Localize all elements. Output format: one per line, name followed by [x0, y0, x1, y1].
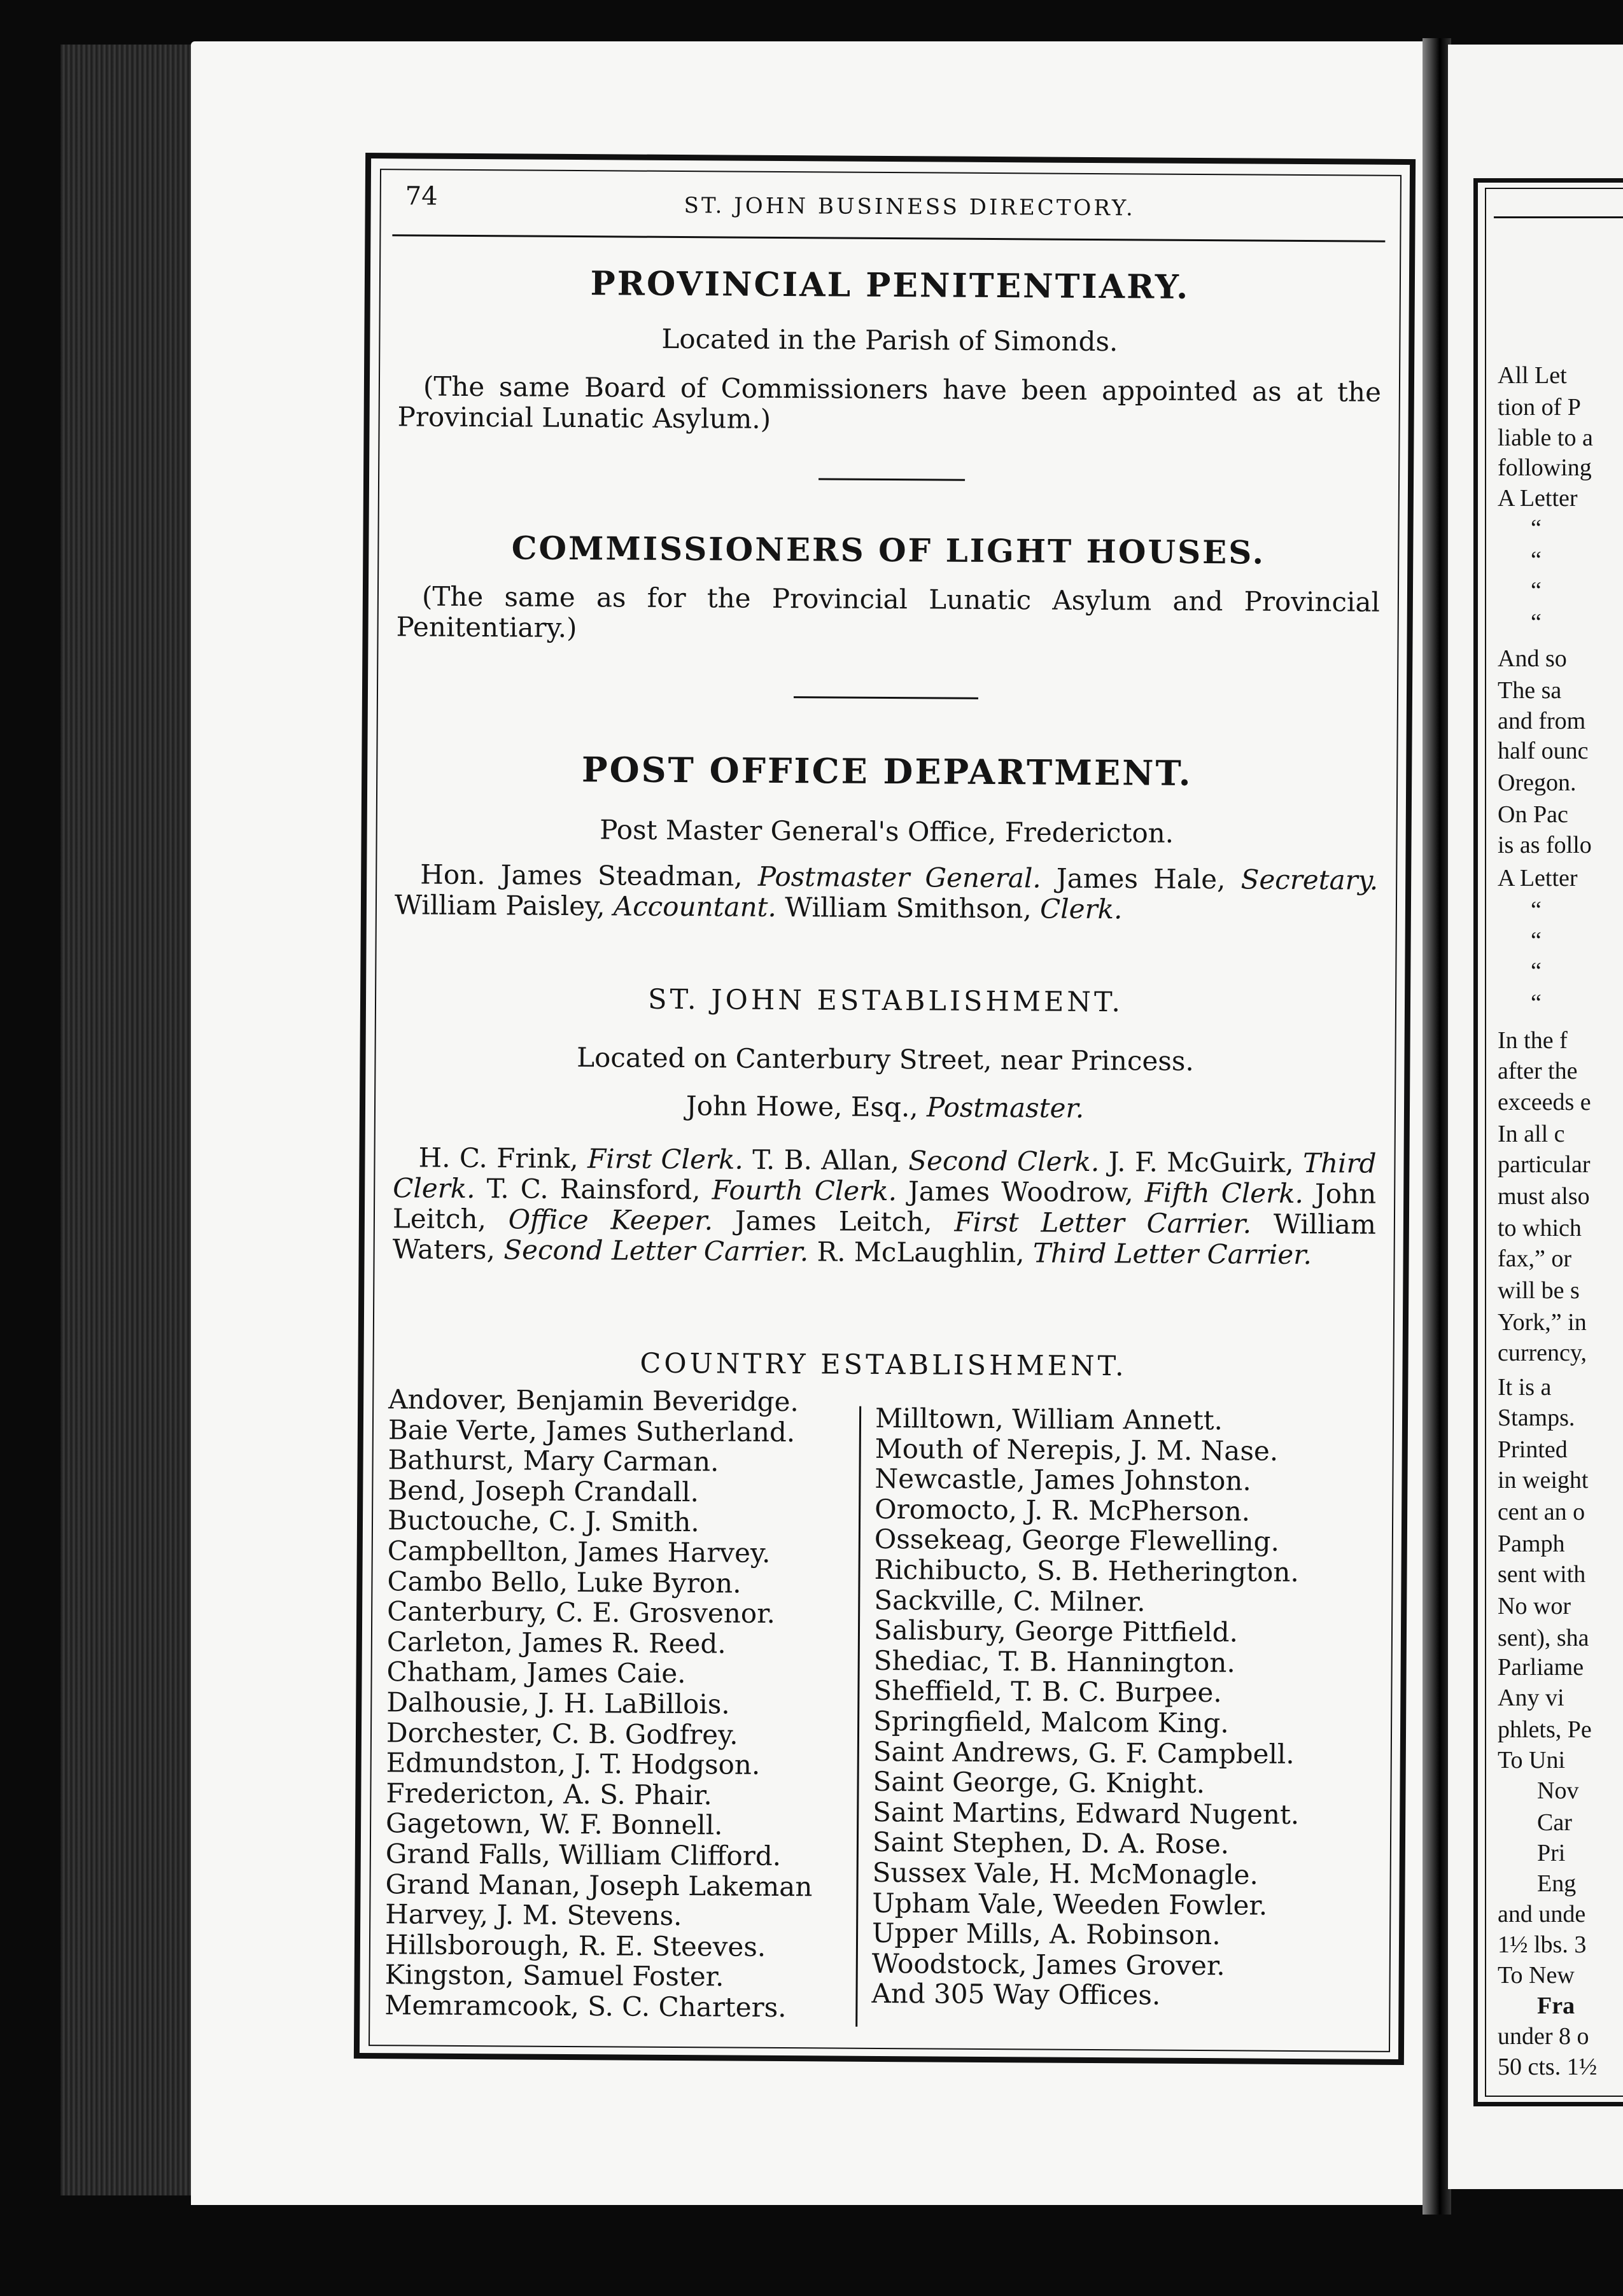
staff-name: John Leitch,	[392, 1178, 1377, 1235]
penitentiary-location: Located in the Parish of Simonds.	[661, 323, 1118, 358]
country-office-entry: Saint Stephen, D. A. Rose.	[872, 1826, 1230, 1860]
country-office-entry: Dorchester, C. B. Godfrey.	[386, 1716, 738, 1751]
facing-page-fragment: Pamph	[1498, 1530, 1565, 1557]
staff-name: J. F. McGuirk,	[1099, 1146, 1303, 1179]
country-office-entry: Cambo Bello, Luke Byron.	[387, 1565, 741, 1599]
country-office-entry: Memramcook, S. C. Charters.	[384, 1989, 787, 2023]
facing-page-fragment: “	[1531, 958, 1542, 984]
facing-page-fragment: “	[1531, 609, 1542, 636]
country-office-entry: Andover, Benjamin Beveridge.	[388, 1383, 799, 1418]
country-office-entry: Newcastle, James Johnston.	[875, 1463, 1251, 1497]
facing-page-fragment: Stamps.	[1498, 1404, 1575, 1431]
staff-title: Third Clerk.	[393, 1147, 1377, 1205]
st-john-location: Located on Canterbury Street, near Princess.	[577, 1042, 1194, 1077]
section-separator	[819, 478, 965, 480]
staff-name: T. B. Allan,	[743, 1144, 909, 1177]
country-office-entry: Dalhousie, J. H. LaBillois.	[386, 1686, 730, 1720]
facing-page-fragment: “	[1531, 577, 1542, 604]
facing-page-fragment: under 8 o	[1498, 2023, 1589, 2050]
penitentiary-note: (The same Board of Commissioners have been appointed as at the Provincial Lunatic Asylum.)	[397, 370, 1382, 435]
facing-page-fragment: must also	[1498, 1183, 1590, 1210]
post-office-title: POST OFFICE DEPARTMENT.	[581, 749, 1193, 794]
staff-title: Second Clerk.	[908, 1145, 1100, 1178]
facing-page-fragment: To Uni	[1498, 1747, 1566, 1774]
country-office-entry: Grand Manan, Joseph Lakeman	[385, 1868, 813, 1902]
st-john-staff	[393, 1142, 1377, 1270]
country-office-entry: Edmundston, J. T. Hodgson.	[386, 1747, 761, 1781]
country-office-entry: Bathurst, Mary Carman.	[388, 1444, 719, 1478]
facing-page-fragment: “	[1531, 515, 1542, 542]
facing-page-fragment: cent an o	[1498, 1499, 1585, 1525]
facing-page-fragment: In the f	[1498, 1027, 1568, 1054]
facing-page-fragment: York,” in	[1498, 1309, 1587, 1336]
header-rule	[392, 234, 1385, 242]
post-office-staff	[395, 859, 1379, 926]
country-office-entry: Sackville, C. Milner.	[874, 1584, 1146, 1618]
country-title: COUNTRY ESTABLISHMENT.	[640, 1347, 1127, 1383]
staff-title: Accountant.	[613, 890, 776, 923]
country-office-entry: Gagetown, W. F. Bonnell.	[385, 1807, 723, 1841]
country-office-entry: Richibucto, S. B. Hetherington.	[874, 1553, 1299, 1588]
facing-page-fragment: will be s	[1498, 1277, 1580, 1304]
facing-page-fragment: A Letter	[1498, 865, 1578, 892]
country-office-entry: Campbellton, James Harvey.	[387, 1535, 771, 1569]
postmaster-name: John Howe, Esq.,	[685, 1090, 927, 1123]
country-list-right	[871, 1403, 1384, 2012]
facing-page-fragment: “	[1531, 990, 1542, 1016]
facing-page-fragment: and unde	[1498, 1901, 1586, 1928]
country-office-entry: Oromocto, J. R. McPherson.	[875, 1493, 1251, 1527]
lighthouses-title: COMMISSIONERS OF LIGHT HOUSES.	[511, 529, 1266, 571]
facing-page-fragment: after the	[1498, 1058, 1578, 1084]
lighthouses-note: (The same as for the Provincial Lunatic Asylum and Provincial Penitentiary.)	[396, 580, 1381, 644]
facing-page-fragment: A Letter	[1498, 485, 1578, 512]
country-office-entry: Sheffield, T. B. C. Burpee.	[873, 1675, 1222, 1709]
facing-page-fragment: following	[1498, 454, 1592, 481]
facing-page-fragment: half ounc	[1498, 738, 1589, 764]
facing-page-fragment: 50 cts. 1½	[1498, 2054, 1598, 2080]
staff-name: James Hale,	[1041, 862, 1241, 895]
book-edge	[60, 45, 200, 2195]
st-john-title: ST. JOHN ESTABLISHMENT.	[647, 983, 1124, 1019]
country-office-entry: Upper Mills, A. Robinson.	[871, 1917, 1221, 1951]
facing-page-fragment: It is a	[1498, 1374, 1552, 1401]
facing-page-fragment: No wor	[1498, 1593, 1571, 1620]
staff-name: William Smithson,	[776, 891, 1041, 925]
country-office-entry: Mouth of Nerepis, J. M. Nase.	[875, 1432, 1279, 1467]
staff-name: Hon. James Steadman,	[420, 858, 759, 892]
country-office-entry: Hillsborough, R. E. Steeves.	[384, 1928, 766, 1963]
country-office-entry: Carleton, James R. Reed.	[386, 1625, 726, 1660]
facing-page-fragment: On Pac	[1498, 801, 1568, 828]
country-office-entry: Milltown, William Annett.	[875, 1402, 1223, 1436]
facing-page-fragment: To New	[1498, 1962, 1575, 1989]
staff-title: First Letter Carrier.	[954, 1206, 1252, 1240]
staff-title: Postmaster General.	[757, 860, 1041, 894]
staff-title: Second Letter Carrier.	[503, 1234, 809, 1268]
country-office-entry: Kingston, Samuel Foster.	[384, 1959, 724, 1992]
facing-page-fragment: liable to a	[1498, 424, 1593, 451]
facing-page-fragment: “	[1531, 547, 1542, 573]
staff-name: T. C. Rainsford,	[475, 1173, 712, 1206]
facing-page-fragment: currency,	[1498, 1340, 1587, 1366]
facing-page-fragment: All Let	[1498, 362, 1567, 389]
facing-page-fragment: and from	[1498, 708, 1586, 734]
facing-page-fragment: Parliame	[1498, 1654, 1584, 1681]
staff-title: Fifth Clerk.	[1144, 1177, 1304, 1210]
page-number: 74	[405, 181, 438, 211]
facing-page-fragment: The sa	[1498, 677, 1562, 704]
country-office-entry: Saint George, G. Knight.	[873, 1766, 1205, 1800]
book-gutter	[1423, 38, 1451, 2215]
country-office-entry: Buctouche, C. J. Smith.	[387, 1504, 699, 1538]
section-separator	[794, 696, 978, 699]
country-office-entry: Canterbury, C. E. Grosvenor.	[387, 1595, 776, 1630]
facing-page-fragment: Nov	[1537, 1777, 1579, 1804]
facing-page-fragment: sent with	[1498, 1561, 1586, 1588]
country-office-entry: Shediac, T. B. Hannington.	[873, 1644, 1235, 1679]
postmaster-title: Postmaster.	[926, 1091, 1085, 1124]
staff-name: James Woodrow,	[896, 1175, 1145, 1208]
facing-page-fragment: Pri	[1537, 1840, 1566, 1866]
staff-name: R. McLaughlin,	[808, 1236, 1034, 1269]
facing-page-fragment: exceeds e	[1498, 1089, 1591, 1116]
facing-page-fragment: phlets, Pe	[1498, 1716, 1592, 1743]
country-office-entry: Grand Falls, William Clifford.	[385, 1838, 782, 1872]
facing-page-fragment: in weight	[1498, 1467, 1589, 1494]
page-content	[369, 169, 1402, 2052]
facing-page-fragment: And so	[1498, 645, 1567, 672]
facing-page-fragment: “	[1531, 897, 1542, 923]
facing-page	[1448, 45, 1623, 2189]
country-office-entry: Ossekeag, George Flewelling.	[874, 1523, 1280, 1558]
staff-title: Fourth Clerk.	[712, 1174, 897, 1207]
facing-page-fragment: particular	[1498, 1151, 1591, 1178]
country-office-entry: Fredericton, A. S. Phair.	[386, 1777, 712, 1811]
country-list-left	[384, 1384, 878, 2023]
facing-page-fragment: Fra	[1537, 1992, 1575, 2019]
country-office-entry: Saint Andrews, G. F. Campbell.	[873, 1735, 1295, 1770]
facing-page-fragment: Oregon.	[1498, 769, 1577, 796]
facing-page-fragment: tion of P	[1498, 394, 1581, 421]
staff-title: Third Letter Carrier.	[1032, 1237, 1312, 1271]
country-office-entry: Salisbury, George Pittfield.	[873, 1614, 1239, 1648]
country-office-entry: And 305 Way Offices.	[871, 1978, 1161, 2011]
post-office-location: Post Master General's Office, Fredericton.	[600, 814, 1174, 849]
facing-page-fragment: to which	[1498, 1215, 1582, 1242]
country-office-entry: Springfield, Malcom King.	[873, 1705, 1229, 1739]
country-office-entry: Harvey, J. M. Stevens.	[385, 1898, 682, 1932]
staff-name: William Paisley,	[394, 889, 614, 922]
staff-title: Clerk.	[1039, 893, 1123, 925]
country-office-entry: Sussex Vale, H. McMonagle.	[872, 1856, 1258, 1891]
country-office-entry: Bend, Joseph Crandall.	[388, 1474, 699, 1508]
staff-title: Secretary.	[1240, 864, 1379, 896]
staff-name: James Leitch,	[712, 1205, 955, 1238]
facing-page-fragment: In all c	[1498, 1121, 1565, 1147]
facing-page-fragment: fax,” or	[1498, 1245, 1572, 1272]
staff-title: Office Keeper.	[508, 1203, 713, 1236]
country-office-entry: Chatham, James Caie.	[386, 1656, 686, 1690]
facing-page-fragment: 1½ lbs. 3	[1498, 1931, 1587, 1958]
penitentiary-title: PROVINCIAL PENITENTIARY.	[590, 264, 1190, 307]
country-office-entry: Baie Verte, James Sutherland.	[388, 1413, 796, 1448]
country-office-entry: Woodstock, James Grover.	[871, 1947, 1225, 1981]
staff-title: First Clerk.	[587, 1143, 743, 1175]
country-office-entry: Upham Vale, Weeden Fowler.	[872, 1887, 1268, 1921]
facing-page-fragment: Printed	[1498, 1436, 1568, 1463]
facing-page-fragment: “	[1531, 927, 1542, 954]
country-office-entry: Saint Martins, Edward Nugent.	[873, 1796, 1300, 1830]
facing-page-fragment: is as follo	[1498, 832, 1592, 858]
st-john-postmaster	[374, 1088, 1396, 1126]
staff-name: William Waters,	[392, 1208, 1377, 1266]
facing-page-fragment: Car	[1537, 1809, 1572, 1836]
facing-page-fragment: sent), sha	[1498, 1625, 1589, 1651]
facing-page-fragment: Eng	[1537, 1870, 1577, 1897]
staff-name: H. C. Frink,	[418, 1142, 588, 1175]
facing-page-fragment: Any vi	[1498, 1684, 1564, 1711]
facing-page-head-rule	[1494, 216, 1623, 218]
running-head: ST. JOHN BUSINESS DIRECTORY.	[684, 193, 1135, 221]
